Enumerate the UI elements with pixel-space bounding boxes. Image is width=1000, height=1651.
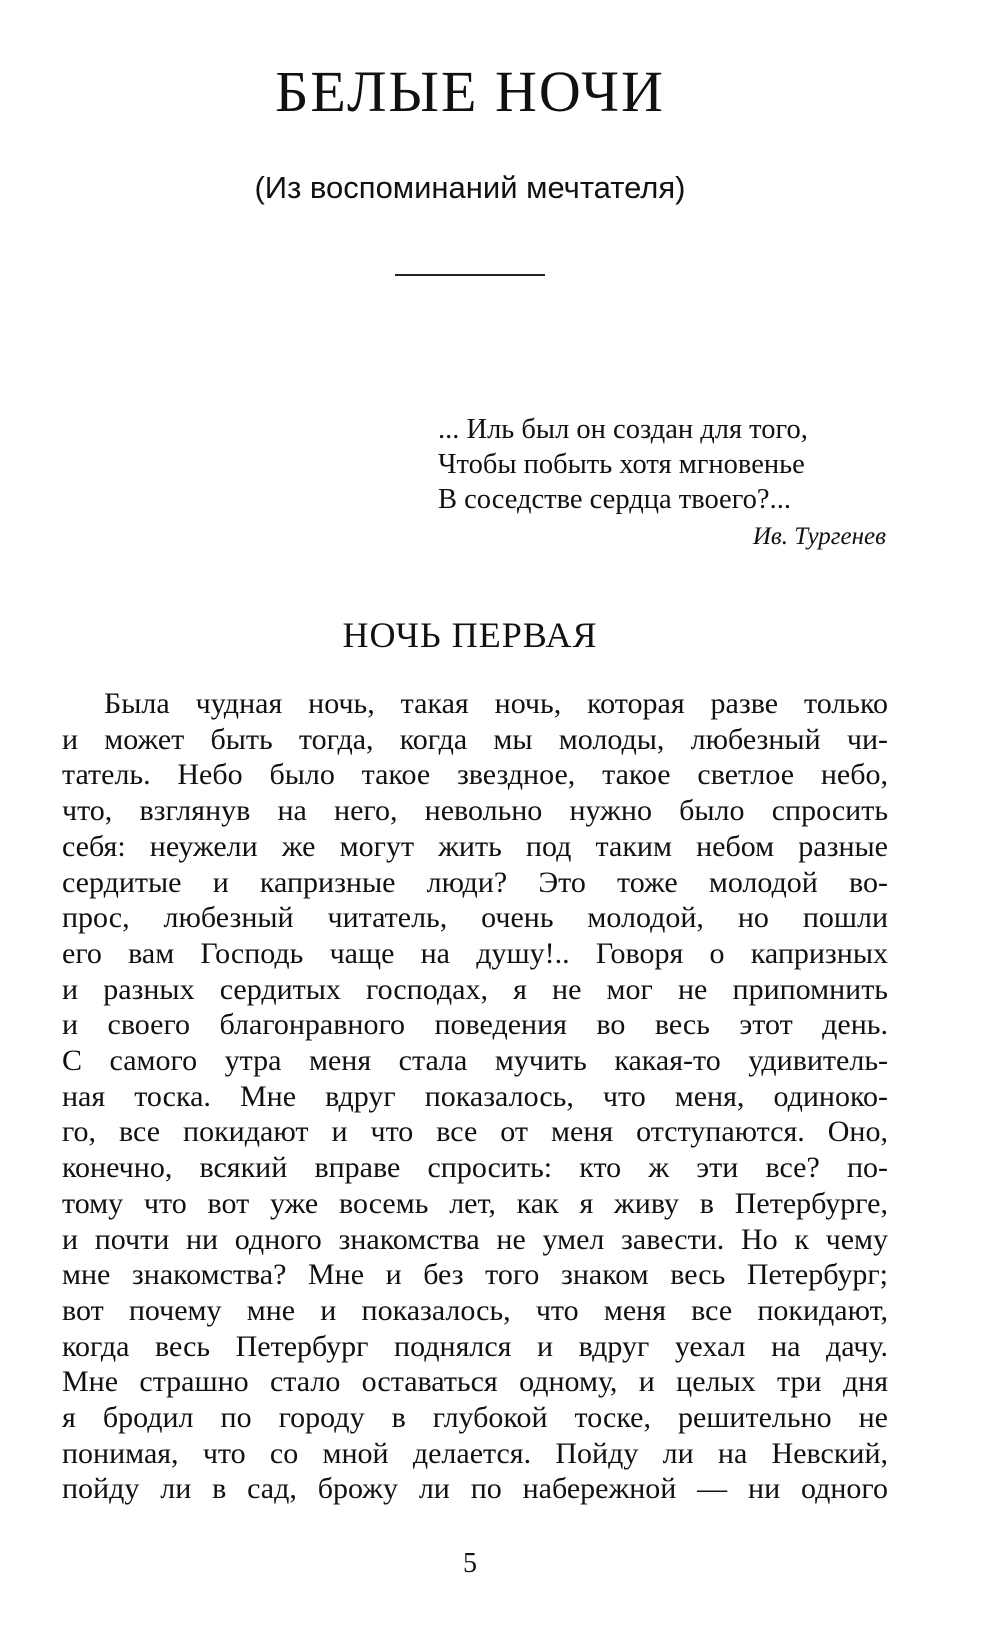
- text-line: и разных сердитых господах, я не мог не припомнить: [62, 972, 888, 1006]
- text-line: Была чудная ночь, такая ночь, которая разве только: [104, 687, 888, 720]
- epigraph-line: Чтобы побыть хотя мгновенье: [438, 449, 805, 480]
- book-subtitle: (Из воспоминаний мечтателя): [254, 170, 686, 205]
- text-line: конечно, всякий вправе спросить: кто ж эти все? по-: [62, 1151, 888, 1185]
- text-line: татель. Небо было такое звездное, такое светлое небо,: [62, 758, 888, 792]
- text-line: когда весь Петербург поднялся и вдруг уехал на дачу.: [62, 1329, 888, 1363]
- epigraph-line: ... Иль был он создан для того,: [438, 414, 808, 445]
- text-line: вот почему мне и показалось, что меня все покидают,: [62, 1293, 888, 1327]
- text-line: я бродил по городу в глубокой тоске, решительно не: [62, 1401, 888, 1435]
- text-line: и почти ни одного знакомства не умел завести. Но к чему: [62, 1222, 888, 1256]
- text-line: С самого утра меня стала мучить какая-то удивитель-: [62, 1044, 888, 1078]
- text-line: сердитые и капризные люди? Это тоже молодой во-: [62, 865, 888, 899]
- text-line: Мне страшно стало оставаться одному, и целых три дня: [62, 1365, 888, 1399]
- epigraph-author: Ив. Тургенев: [752, 523, 886, 550]
- book-title: БЕЛЫЕ НОЧИ: [275, 59, 665, 124]
- section-title: НОЧЬ ПЕРВАЯ: [342, 615, 598, 655]
- body-text: [62, 686, 888, 1507]
- text-line: ная тоска. Мне вдруг показалось, что меня, одиноко-: [62, 1079, 888, 1113]
- title-divider: [395, 274, 545, 276]
- text-line: мне знакомства? Мне и без того знаком весь Петербург;: [62, 1258, 888, 1292]
- epigraph-line: В соседстве сердца твоего?...: [438, 484, 791, 515]
- text-line: и может быть тогда, когда мы молоды, любезный чи-: [62, 722, 888, 756]
- text-line: прос, любезный читатель, очень молодой, но пошли: [62, 901, 888, 935]
- text-line: понимая, что со мной делается. Пойду ли на Невский,: [62, 1436, 888, 1470]
- text-line: себя: неужели же могут жить под таким небом разные: [62, 829, 888, 863]
- text-line: что, взглянув на него, невольно нужно было спросить: [62, 794, 888, 828]
- page-number: 5: [463, 1548, 477, 1579]
- text-line: и своего благонравного поведения во весь этот день.: [62, 1008, 888, 1042]
- text-line: его вам Господь чаще на душу!.. Говоря о капризных: [62, 936, 888, 970]
- text-line: тому что вот уже восемь лет, как я живу в Петербурге,: [62, 1186, 888, 1220]
- text-line: го, все покидают и что все от меня отступаются. Оно,: [62, 1115, 888, 1149]
- text-line: пойду ли в сад, брожу ли по набережной — ни одного: [62, 1472, 888, 1506]
- epigraph: [438, 412, 908, 554]
